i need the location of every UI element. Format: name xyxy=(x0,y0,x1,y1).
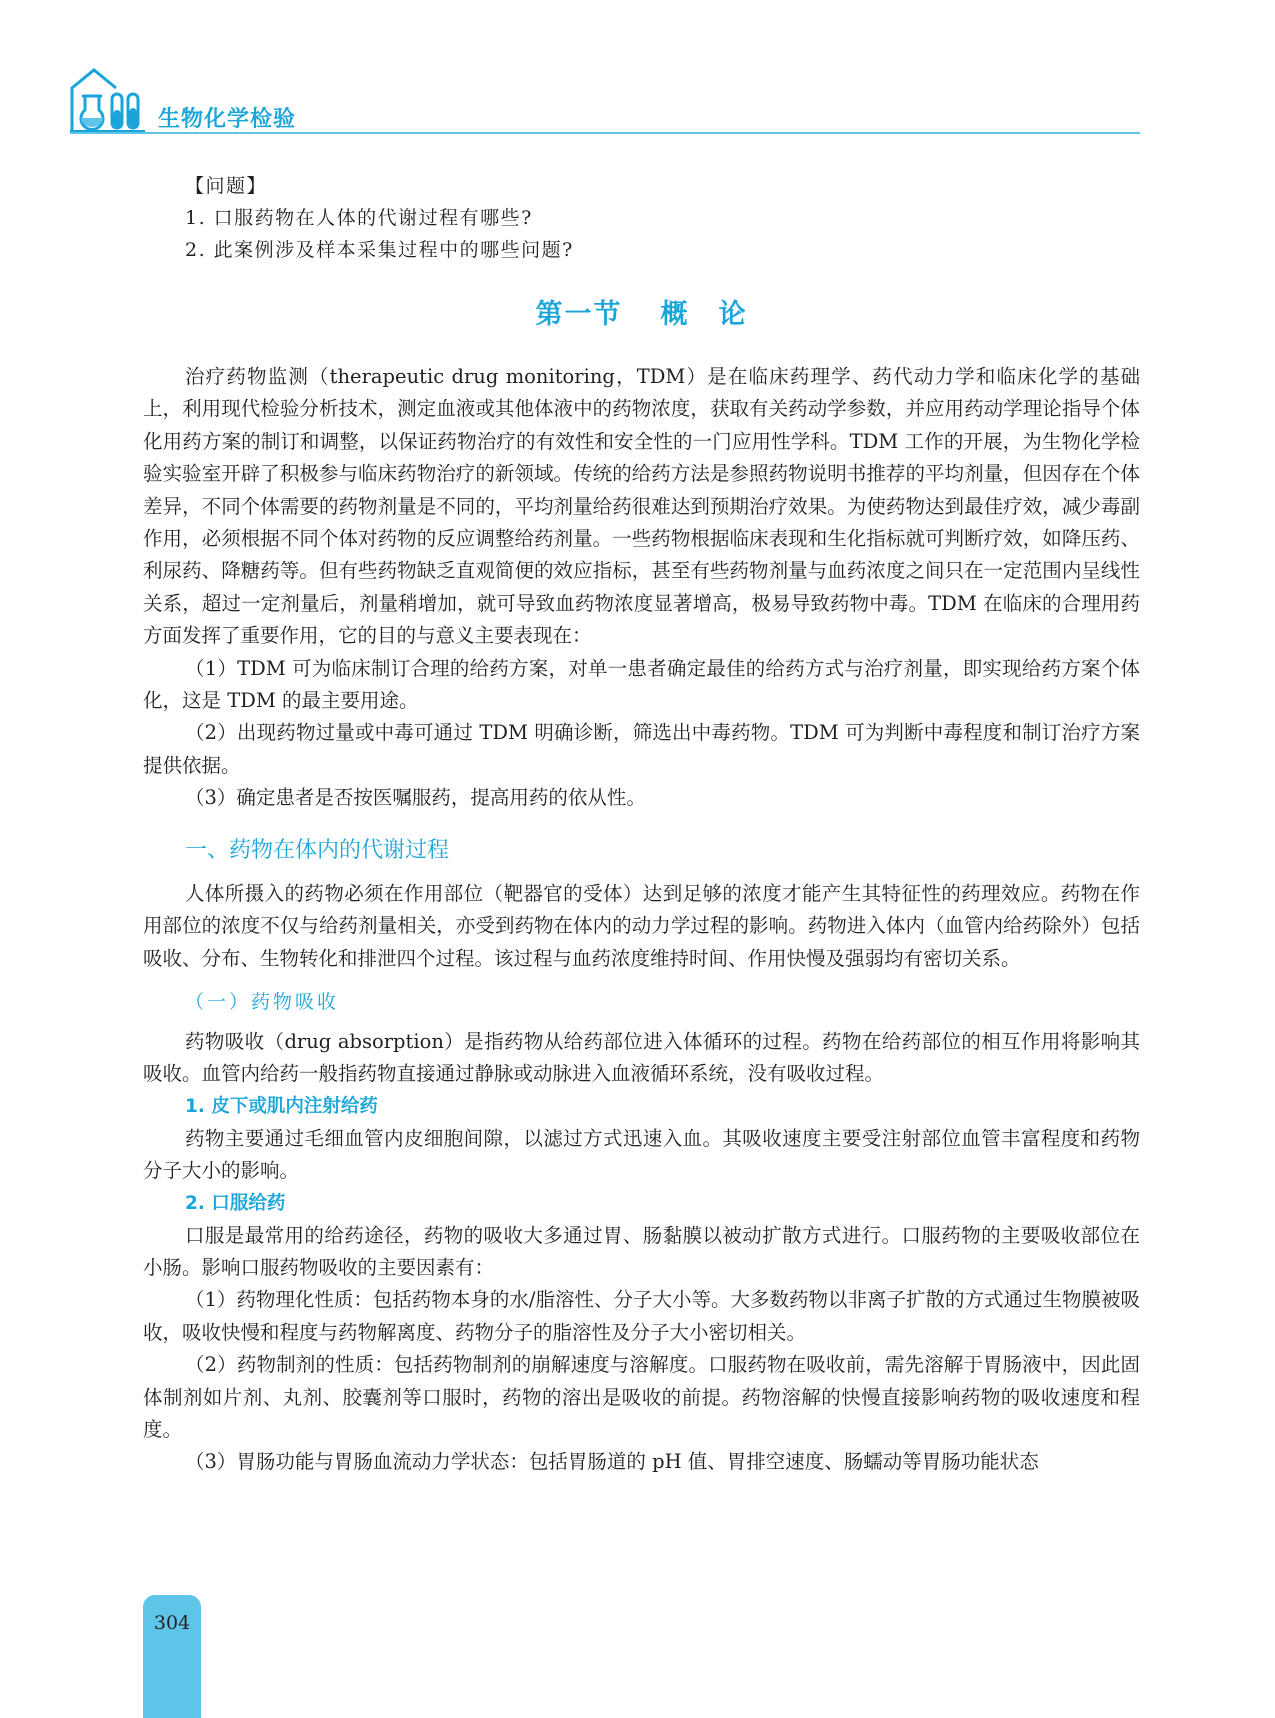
section-title xyxy=(143,292,1140,331)
intro-paragraph: （1）TDM 可为临床制订合理的给药方案，对单一患者确定最佳的给药方式与治疗剂量，即实现给药方案个体化，这是 TDM 的最主要用途。 xyxy=(143,656,1140,713)
oral-route-heading: 2. 口服给药 xyxy=(185,1192,286,1214)
question-item: 1. 口服药物在人体的代谢过程有哪些? xyxy=(185,207,533,229)
intro-paragraph: （3）确定患者是否按医嘱服药，提高用药的依从性。 xyxy=(185,786,646,810)
oral-route-paragraph: （1）药物理化性质：包括药物本身的水/脂溶性、分子大小等。大多数药物以非离子扩散的方式通过生物膜被吸收，吸收快慢和程度与药物解离度、药物分子的脂溶性及分子大小密切相关。 xyxy=(143,1288,1140,1344)
section-number: 第一节 xyxy=(535,299,623,330)
absorption-heading: （一）药物吸收 xyxy=(185,990,340,1013)
page-number: 304 xyxy=(153,1612,191,1634)
oral-route-paragraph: （2）药物制剂的性质：包括药物制剂的崩解速度与溶解度。口服药物在吸收前，需先溶解于胃肠液中，因此固体制剂如片剂、丸剂、胶囊剂等口服时，药物的溶出是吸收的前提。药物溶解的快慢直接影响药物的吸收速度和程度。 xyxy=(143,1353,1140,1441)
running-header-title: 生物化学检验 xyxy=(158,107,297,132)
lab-flask-logo-icon xyxy=(70,68,145,134)
absorption-paragraph: 药物吸收（drug absorption）是指药物从给药部位进入体循环的过程。药物在给药部位的相互作用将影响其吸收。血管内给药一般指药物直接通过静脉或动脉进入血液循环系统，没有吸收过程。 xyxy=(143,1029,1140,1086)
intro-paragraph: 治疗药物监测（therapeutic drug monitoring，TDM）是在临床药理学、药代动力学和临床化学的基础上，利用现代检验分析技术，测定血液或其他体液中的药物浓度，获取有关药动学参数，并应用药动学理论指导个体化用药方案的制订和调整，以保证药物治疗的有效性和安全性的一门应用性学科。TDM 工作的开展，为生物化学检验实验室开辟了积极参与临床药物治疗的新领域。传统的给药方法是参照药物说明书推荐的平均剂量，但因存在个体差异，不同个体需要的药物剂量是不同的，平均剂量给药很难达到预期治疗效果。为使药物达到最佳疗效，减少毒副作用，必须根据不同个体对药物的反应调整给药剂量。一些药物根据临床表现和生化指标就可判断疗效，如降压药、利尿药、降糖药等。但有些药物缺乏直观简便的效应指标，甚至有些药物剂量与血药浓度之间只在一定范围内呈线性关系，超过一定剂量后，剂量稍增加，就可导致血药物浓度显著增高，极易导致药物中毒。TDM 在临床的合理用药方面发挥了重要作用，它的目的与意义主要表现在： xyxy=(143,365,1140,648)
oral-route-paragraph: （3）胃肠功能与胃肠血流动力学状态：包括胃肠道的 pH 值、胃排空速度、肠蠕动等胃肠功能状态 xyxy=(185,1450,1039,1474)
intro-paragraph: （2）出现药物过量或中毒可通过 TDM 明确诊断，筛选出中毒药物。TDM 可为判断中毒程度和制订治疗方案提供依据。 xyxy=(143,721,1140,777)
oral-route-paragraph: 口服是最常用的给药途径，药物的吸收大多通过胃、肠黏膜以被动扩散方式进行。口服药物的主要吸收部位在小肠。影响口服药物吸收的主要因素有： xyxy=(143,1223,1140,1279)
injection-route-heading: 1. 皮下或肌内注射给药 xyxy=(185,1095,378,1117)
page-content xyxy=(143,170,1140,1479)
section-name: 概 论 xyxy=(660,299,748,330)
page-header xyxy=(0,0,1275,140)
question-item: 2. 此案例涉及样本采集过程中的哪些问题? xyxy=(185,239,574,261)
header-divider xyxy=(70,132,1140,134)
questions-label: 【问题】 xyxy=(185,175,268,197)
injection-route-paragraph: 药物主要通过毛细血管内皮细胞间隙，以滤过方式迅速入血。其吸收速度主要受注射部位血管丰富程度和药物分子大小的影响。 xyxy=(143,1126,1140,1183)
subsection-heading: 一、药物在体内的代谢过程 xyxy=(185,837,450,863)
subsection-paragraph: 人体所摄入的药物必须在作用部位（靶器官的受体）达到足够的浓度才能产生其特征性的药理效应。药物在作用部位的浓度不仅与给药剂量相关，亦受到药物在体内的动力学过程的影响。药物进入体内（血管内给药除外）包括吸收、分布、生物转化和排泄四个过程。该过程与血药浓度维持时间、作用快慢及强弱均有密切关系。 xyxy=(143,881,1140,970)
